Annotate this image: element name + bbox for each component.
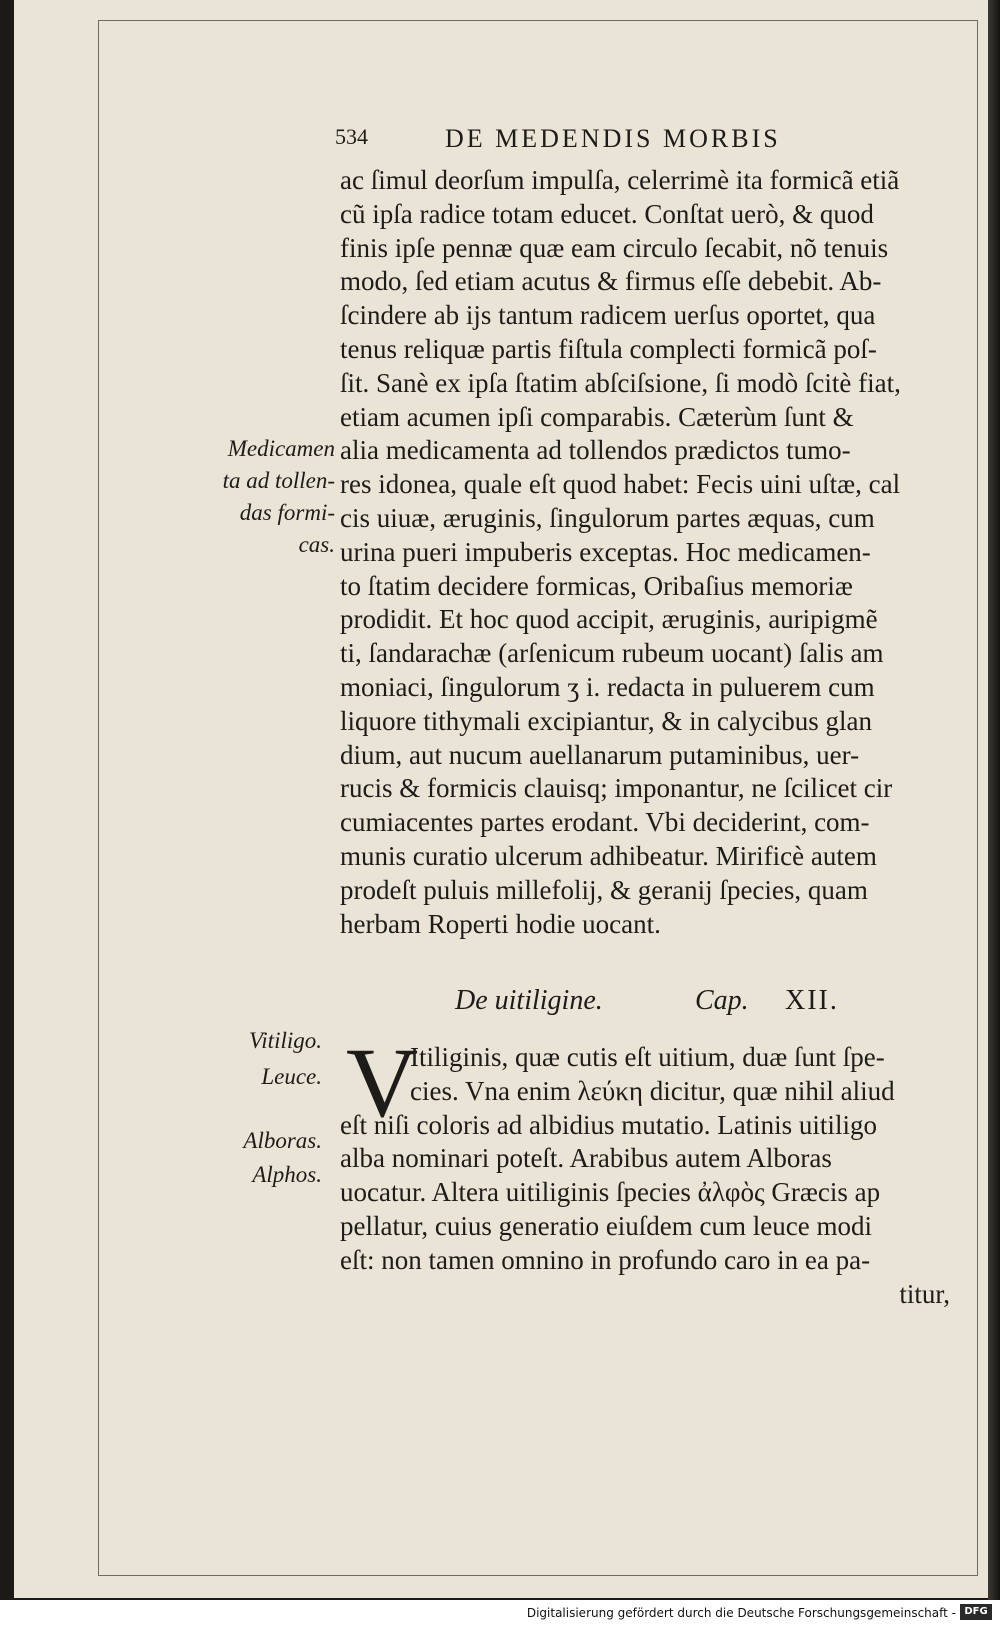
text-line: pellatur, cuius generatio eiuſdem cum leuce modi xyxy=(340,1210,872,1241)
text-line: cis uiuæ, æruginis, ſingulorum partes æquas, cum xyxy=(340,502,875,533)
text-line: to ſtatim decidere formicas, Oribaſius memoriæ xyxy=(340,570,853,601)
chapter-text-block xyxy=(340,1027,970,1310)
text-line: res idonea, quale eſt quod habet: Fecis uini uſtæ, cal xyxy=(340,469,901,500)
text-line: cũ ipſa radice totam educet. Conſtat uerò, & quod xyxy=(340,198,874,229)
dfg-logo: DFG xyxy=(960,1604,992,1620)
text-line: prodeſt puluis millefolij, & geranij ſpecies, quam xyxy=(340,874,868,905)
marginal-note-line: das formi- xyxy=(239,500,335,525)
text-line: Itiliginis, quæ cutis eſt uitium, duæ ſunt ſpe- xyxy=(410,1042,885,1072)
text-line: etiam acumen ipſi comparabis. Cæterùm ſunt & xyxy=(340,401,854,432)
text-line: cumiacentes partes erodant. Vbi deciderint, com- xyxy=(340,807,870,838)
text-line: ſit. Sanè ex ipſa ſtatim abſciſsione, ſi modò ſcitè fiat, xyxy=(340,367,901,398)
text-line: finis ipſe pennæ quæ eam circulo ſecabit, nõ tenuis xyxy=(340,232,889,263)
text-line: liquore tithymali excipiantur, & in calycibus glan xyxy=(340,705,873,736)
text-line: ac ſimul deorſum impulſa, celerrimè ita formicã etiã xyxy=(340,165,900,195)
page-header xyxy=(335,124,895,158)
text-line: cies. Vna enim λεύκη dicitur, quæ nihil aliud xyxy=(410,1075,895,1106)
marginal-note-line: cas. xyxy=(298,532,335,557)
chapter-title: De uitiligine. xyxy=(455,985,603,1016)
text-line: rucis & formicis clauisq; imponantur, ne ſcilicet cir xyxy=(340,773,893,804)
marginal-note-medicamenta xyxy=(200,433,335,561)
text-line: urina pueri impuberis exceptas. Hoc medicamen- xyxy=(340,536,871,567)
text-line: tenus reliquæ partis fiſtula complecti formicã poſ- xyxy=(340,333,877,364)
text-line: eſt niſi coloris ad albidius mutatio. Latinis uitiligo xyxy=(340,1109,877,1140)
marginal-note-line: ta ad tollen- xyxy=(222,468,335,493)
side-note-vitiligo: Vitiligo. xyxy=(248,1028,322,1053)
chapter-heading xyxy=(455,985,839,1017)
chapter-cap-label: Cap. xyxy=(695,985,749,1016)
running-title: DE MEDENDIS MORBIS xyxy=(445,124,781,153)
page-number: 534 xyxy=(335,124,368,149)
footer-credit: Digitalisierung gefördert durch die Deutsche Forschungsgemeinschaft - xyxy=(526,1606,956,1620)
side-note-alboras: Alboras. xyxy=(243,1128,322,1153)
text-line: herbam Roperti hodie uocant. xyxy=(340,908,661,939)
page-edge-shadow xyxy=(988,0,1000,1600)
text-line: prodidit. Et hoc quod accipit, æruginis, auripigmẽ xyxy=(340,604,878,635)
text-line: dium, aut nucum auellanarum putaminibus, uer- xyxy=(340,739,860,770)
text-line: alba nominari poteſt. Arabibus autem Alboras xyxy=(340,1143,832,1174)
text-line: uocatur. Altera uitiliginis ſpecies ἀλφὸς Græcis ap xyxy=(340,1177,881,1208)
text-line: munis curatio ulcerum adhibeatur. Mirificè autem xyxy=(340,840,877,871)
text-line: modo, ſed etiam acutus & firmus eſſe debebit. Ab- xyxy=(340,266,882,297)
text-line: moniaci, ſingulorum ʒ i. redacta in puluerem cum xyxy=(340,671,875,702)
main-text-block xyxy=(340,164,970,941)
chapter-number: XII. xyxy=(785,985,839,1016)
text-line: eſt: non tamen omnino in profundo caro in ea pa- xyxy=(340,1244,871,1275)
side-note-leuce: Leuce. xyxy=(261,1064,322,1089)
text-line: ſcindere ab ijs tantum radicem uerſus oportet, qua xyxy=(340,300,876,331)
marginal-note-line: Medicamen xyxy=(227,436,335,461)
side-note-alphos: Alphos. xyxy=(252,1162,322,1187)
text-line: alia medicamenta ad tollendos prædictos tumo- xyxy=(340,435,851,466)
text-line: ti, ſandarachæ (arſenicum rubeum uocant) ſalis am xyxy=(340,638,884,669)
drop-capital: V xyxy=(346,1027,419,1138)
catchword-line: titur, xyxy=(899,1278,950,1309)
